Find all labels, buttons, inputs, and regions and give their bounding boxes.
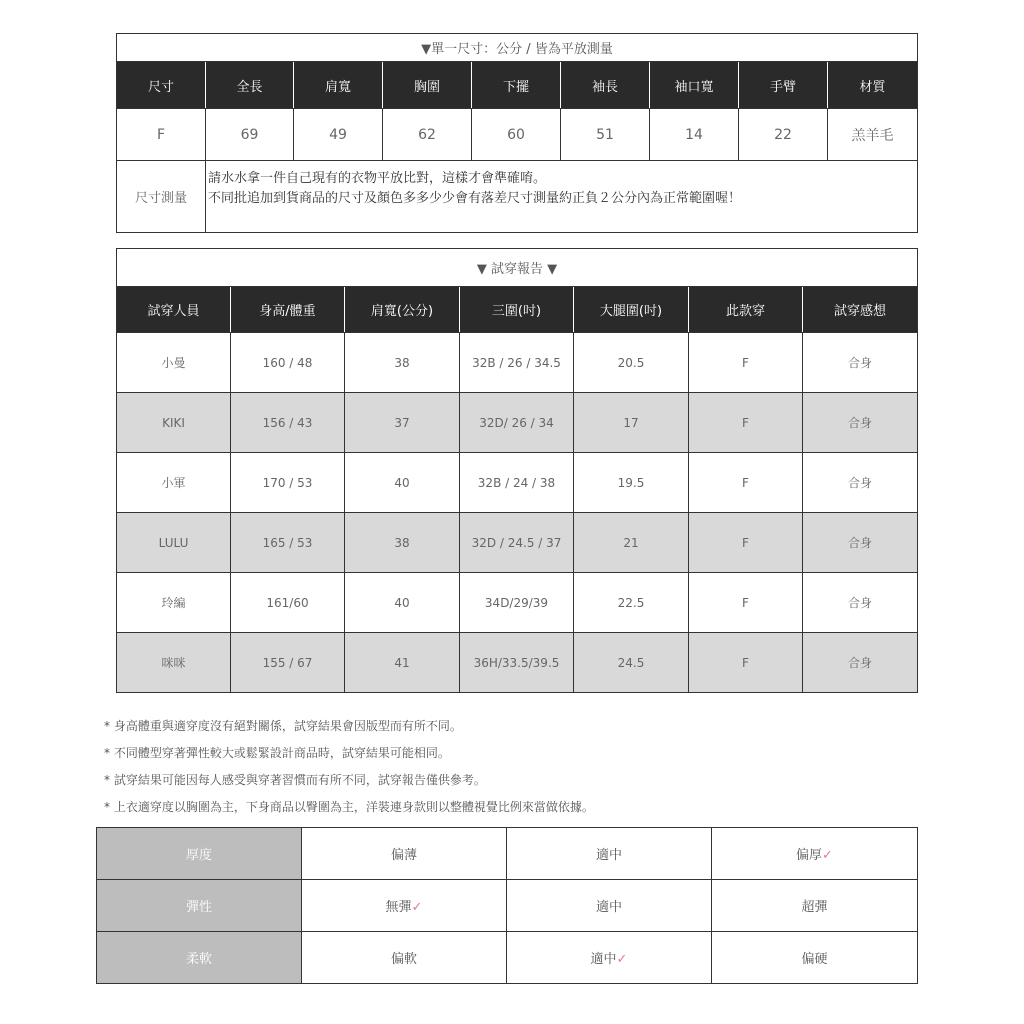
tryon-cell: 21	[574, 513, 689, 573]
attribute-label: 彈性	[97, 880, 302, 932]
tryon-body	[117, 333, 918, 693]
tryon-cell: 合身	[803, 573, 918, 633]
tryon-table	[116, 248, 918, 693]
tryon-cell: F	[689, 573, 803, 633]
size-header-cuff: 袖口寬	[650, 62, 739, 109]
attribute-option	[507, 880, 712, 932]
size-cell: 22	[739, 109, 828, 161]
size-cell: 69	[206, 109, 294, 161]
size-cell: 羔羊毛	[828, 109, 918, 161]
size-header-material: 材質	[828, 62, 918, 109]
tryon-cell: 22.5	[574, 573, 689, 633]
size-header-sleeve: 袖長	[561, 62, 650, 109]
attr-body	[97, 828, 918, 984]
attribute-option-label: 超彈	[801, 900, 828, 915]
size-note-line: 不同批追加到貨商品的尺寸及顏色多多少少會有落差尺寸測量約正負２公分內為正常範圍喔！	[208, 191, 742, 206]
size-header-chest: 胸圍	[383, 62, 472, 109]
notes-list	[104, 716, 594, 824]
size-data-row	[117, 109, 918, 161]
attribute-label: 厚度	[97, 828, 302, 880]
tryon-cell: 161/60	[231, 573, 345, 633]
size-note-text	[206, 161, 918, 233]
fabric-attribute-table	[96, 827, 918, 984]
attribute-option-label: 適中	[595, 900, 622, 915]
note-item: * 上衣適穿度以胸圍為主，下身商品以臀圍為主，洋裝連身款則以整體視覺比例來當做依據。	[104, 800, 594, 814]
tryon-header-measurements: 三圍(吋)	[460, 287, 574, 333]
tryon-cell: F	[689, 513, 803, 573]
tryon-cell: 小曼	[117, 333, 231, 393]
tryon-cell: 32B / 26 / 34.5	[460, 333, 574, 393]
attribute-option	[712, 932, 918, 984]
attribute-option-label: 適中	[595, 848, 622, 863]
attribute-option	[507, 932, 712, 984]
tryon-cell: 40	[345, 453, 460, 513]
tryon-cell: 32D/ 26 / 34	[460, 393, 574, 453]
size-header-hem: 下擺	[472, 62, 561, 109]
tryon-cell: 32B / 24 / 38	[460, 453, 574, 513]
attribute-label: 柔軟	[97, 932, 302, 984]
tryon-cell: 小軍	[117, 453, 231, 513]
tryon-cell: 合身	[803, 513, 918, 573]
tryon-cell: F	[689, 333, 803, 393]
size-header-arm: 手臂	[739, 62, 828, 109]
tryon-cell: 156 / 43	[231, 393, 345, 453]
attribute-option	[302, 932, 507, 984]
tryon-cell: 36H/33.5/39.5	[460, 633, 574, 693]
attribute-option-label: 偏軟	[390, 952, 417, 967]
size-note-line: 請水水拿一件自己現有的衣物平放比對，這樣才會準確唷。	[208, 171, 547, 186]
size-cell: 62	[383, 109, 472, 161]
tryon-cell: 155 / 67	[231, 633, 345, 693]
tryon-cell: 24.5	[574, 633, 689, 693]
check-icon: ✓	[616, 952, 628, 967]
check-icon: ✓	[411, 900, 423, 915]
tryon-cell: 32D / 24.5 / 37	[460, 513, 574, 573]
tryon-cell: 合身	[803, 633, 918, 693]
attribute-option-label: 偏厚	[796, 848, 823, 863]
tryon-cell: F	[689, 633, 803, 693]
attribute-option-label: 偏薄	[390, 848, 417, 863]
tryon-cell: 160 / 48	[231, 333, 345, 393]
tryon-cell: 40	[345, 573, 460, 633]
tryon-table-title: ▼ 試穿報告 ▼	[117, 249, 918, 287]
tryon-cell: 合身	[803, 333, 918, 393]
size-header-shoulder: 肩寬	[294, 62, 383, 109]
attribute-option	[507, 828, 712, 880]
size-cell: 51	[561, 109, 650, 161]
note-item: * 不同體型穿著彈性較大或鬆緊設計商品時，試穿結果可能相同。	[104, 746, 450, 760]
size-header-size: 尺寸	[117, 62, 206, 109]
tryon-header-height-weight: 身高/體重	[231, 287, 345, 333]
table-row	[117, 333, 918, 393]
tryon-header-shoulder: 肩寬(公分)	[345, 287, 460, 333]
size-table-title: ▼單一尺寸：公分 / 皆為平放測量	[117, 34, 918, 62]
tryon-cell: KIKI	[117, 393, 231, 453]
tryon-cell: 41	[345, 633, 460, 693]
attribute-option	[712, 828, 918, 880]
attribute-option-label: 偏硬	[801, 952, 828, 967]
size-cell: 14	[650, 109, 739, 161]
tryon-header-thigh: 大腿圍(吋)	[574, 287, 689, 333]
attribute-option	[302, 828, 507, 880]
tryon-cell: 38	[345, 513, 460, 573]
tryon-header-size-worn: 此款穿	[689, 287, 803, 333]
attribute-option-label: 無彈	[385, 900, 412, 915]
attribute-option-label: 適中	[590, 952, 617, 967]
tryon-cell: 170 / 53	[231, 453, 345, 513]
tryon-cell: F	[689, 393, 803, 453]
tryon-cell: F	[689, 453, 803, 513]
attribute-row	[97, 828, 918, 880]
note-item: * 身高體重與適穿度沒有絕對關係，試穿結果會因版型而有所不同。	[104, 719, 462, 733]
size-cell: F	[117, 109, 206, 161]
tryon-cell: 19.5	[574, 453, 689, 513]
table-row	[117, 573, 918, 633]
table-row	[117, 633, 918, 693]
note-item: * 試穿結果可能因每人感受與穿著習慣而有所不同，試穿報告僅供參考。	[104, 773, 486, 787]
tryon-cell: 165 / 53	[231, 513, 345, 573]
attribute-option	[712, 880, 918, 932]
size-note-label: 尺寸測量	[117, 161, 206, 233]
tryon-cell: 玲編	[117, 573, 231, 633]
attribute-row	[97, 932, 918, 984]
size-header-length: 全長	[206, 62, 294, 109]
size-cell: 60	[472, 109, 561, 161]
tryon-header-feedback: 試穿感想	[803, 287, 918, 333]
table-row	[117, 393, 918, 453]
tryon-cell: 咪咪	[117, 633, 231, 693]
table-row	[117, 453, 918, 513]
size-cell: 49	[294, 109, 383, 161]
tryon-cell: 合身	[803, 453, 918, 513]
tryon-cell: 20.5	[574, 333, 689, 393]
tryon-cell: 17	[574, 393, 689, 453]
attribute-row	[97, 880, 918, 932]
size-table	[116, 33, 918, 233]
tryon-cell: 34D/29/39	[460, 573, 574, 633]
table-row	[117, 513, 918, 573]
tryon-cell: 合身	[803, 393, 918, 453]
tryon-cell: 38	[345, 333, 460, 393]
tryon-header-model: 試穿人員	[117, 287, 231, 333]
tryon-cell: 37	[345, 393, 460, 453]
attribute-option	[302, 880, 507, 932]
check-icon: ✓	[822, 848, 833, 863]
tryon-cell: LULU	[117, 513, 231, 573]
